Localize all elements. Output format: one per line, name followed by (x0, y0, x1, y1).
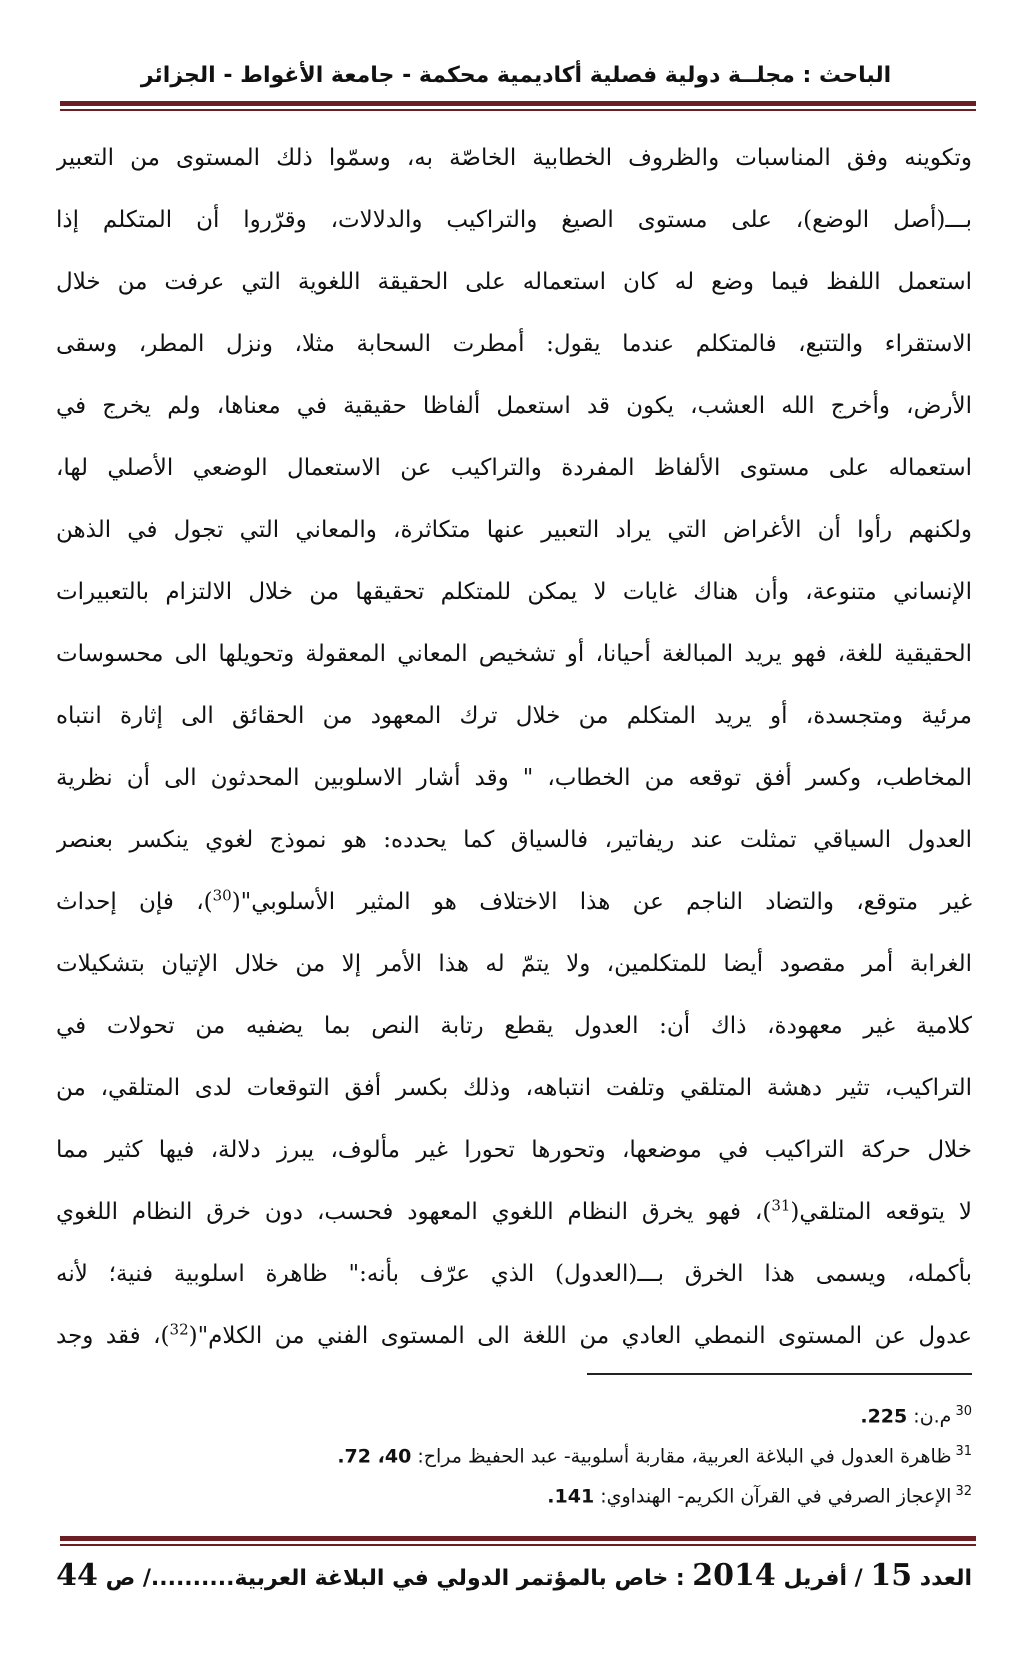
footnote-separator (587, 1373, 972, 1375)
footnote-number: 31 (955, 1444, 972, 1459)
body-line: الاستقراء والتتبع، فالمتكلم عندما يقول: أمطرت السحابة مثلا، ونزل المطر، وسقى (56, 331, 972, 357)
body-line: الأرض، وأخرج الله العشب، يكون قد استعمل ألفاظا حقيقية في معناها، ولم يخرج في (56, 393, 972, 419)
header-rule (60, 101, 976, 106)
body-line: مرئية ومتجسدة، أو يريد المتكلم من خلال ترك المعهود من الحقائق الى إثارة انتباه (56, 703, 972, 729)
issue-number: 15 (870, 1558, 913, 1593)
body-line: ولكنهم رأوا أن الأغراض التي يراد التعبير عنها متكاثرة، والمعاني التي تجول في الذهن (56, 517, 972, 543)
footnote-text: الإعجاز الصرفي في القرآن الكريم- الهنداوي: (594, 1485, 952, 1508)
journal-header (60, 56, 972, 96)
line-text: لا يتوقعه المتلقي( (790, 1199, 972, 1225)
footnote-number: 32 (955, 1484, 972, 1499)
line-text: )، فهو يخرق النظام اللغوي المعهود فحسب، دون خرق النظام اللغوي (56, 1199, 772, 1225)
footer-separator: / (847, 1566, 871, 1591)
line-text: عدول عن المستوى النمطي العادي من اللغة الى المستوى الفني من الكلام"( (188, 1323, 972, 1349)
issue-year: 2014 (692, 1558, 776, 1593)
body-line: بـــ(أصل الوضع)، على مستوى الصيغ والتراكيب والدلالات، وقرّروا أن المتكلم إذا (56, 207, 972, 233)
body-line: خلال حركة التراكيب في موضعها، وتحورها تحورا غير مألوف، يبرز دلالة، فيها كثير مما (56, 1137, 972, 1163)
footnote-pages: 40، 72. (337, 1445, 412, 1468)
body-line-with-note (56, 871, 972, 933)
body-line: الحقيقية للغة، فهو يريد المبالغة أحيانا، أو تشخيص المعاني المعقولة وتحويلها الى محسوسات (56, 641, 972, 667)
issue-month: أفريل (783, 1566, 847, 1591)
line-text: )، فإن إحداث (56, 889, 213, 915)
body-line: استعماله على مستوى الألفاظ المفردة والتراكيب عن الاستعمال الوضعي الأصلي لها، (56, 455, 972, 481)
line-text: )، فقد وجد (56, 1323, 170, 1349)
body-line: كلامية غير معهودة، ذاك أن: العدول يقطع رتابة النص بما يضفيه من تحولات في (56, 1013, 972, 1039)
body-line: بأكمله، ويسمى هذا الخرق بـــ(العدول) الذي عرّف بأنه:" ظاهرة اسلوبية فنية؛ لأنه (56, 1261, 972, 1287)
article-body (56, 127, 972, 1367)
line-text: غير متوقع، والتضاد الناجم عن هذا الاختلاف هو المثير الأسلوبي"( (231, 889, 972, 915)
footnote-ref[interactable]: 31 (771, 1196, 791, 1215)
body-line-with-note (56, 1305, 972, 1367)
body-line: التراكيب، تثير دهشة المتلقي وتلفت انتباهه، وذلك بكسر أفق التوقعات لدى المتلقي، من (56, 1075, 972, 1101)
journal-title: الباحث : مجلــة دولية فصلية أكاديمية محكمة - جامعة الأغواط - الجزائر (140, 63, 892, 88)
body-line: الغرابة أمر مقصود أيضا للمتكلمين، ولا يتمّ له هذا الأمر إلا من خلال الإتيان بتشكيلات (56, 951, 972, 977)
footnote (300, 1392, 972, 1432)
footnote-pages: 141. (547, 1485, 595, 1508)
footer-rule (60, 1536, 976, 1541)
footer-rule-thin (60, 1544, 976, 1546)
body-line: استعمل اللفظ فيما وضع له كان استعماله على الحقيقة اللغوية التي عرفت من خلال (56, 269, 972, 295)
page-number: 44 (56, 1558, 98, 1593)
body-line: العدول السياقي تمثلت عند ريفاتير، فالسياق كما يحدده: هو نموذج لغوي ينكسر بعنصر (56, 827, 972, 853)
issue-label: العدد (919, 1566, 972, 1591)
footnote-text: ظاهرة العدول في البلاغة العربية، مقاربة أسلوبية- عبد الحفيظ مراح: (411, 1445, 952, 1468)
body-line: الإنساني متنوعة، وأن هناك غايات لا يمكن للمتكلم تحقيقها من خلال الالتزام بالتعبيرات (56, 579, 972, 605)
header-rule-thin (60, 109, 976, 111)
body-line: المخاطب، وكسر أفق توقعه من الخطاب، " وقد أشار الاسلوبين المحدثون الى أن نظرية (56, 765, 972, 791)
footnote-ref[interactable]: 30 (212, 886, 232, 905)
body-line-with-note (56, 1181, 972, 1243)
footnote-text: م.ن: (907, 1405, 952, 1428)
footnote (300, 1432, 972, 1472)
footnote (300, 1472, 972, 1512)
footnote-ref[interactable]: 32 (169, 1320, 189, 1339)
footnote-pages: 225. (860, 1405, 908, 1428)
body-line: وتكوينه وفق المناسبات والظروف الخطابية الخاصّة به، وسمّوا ذلك المستوى من التعبير (56, 145, 972, 171)
journal-footer (56, 1556, 972, 1599)
footnotes (300, 1392, 972, 1512)
special-issue-note: : خاص بالمؤتمر الدولي في البلاغة العربية........../ ص (105, 1566, 693, 1591)
footnote-number: 30 (955, 1404, 972, 1419)
